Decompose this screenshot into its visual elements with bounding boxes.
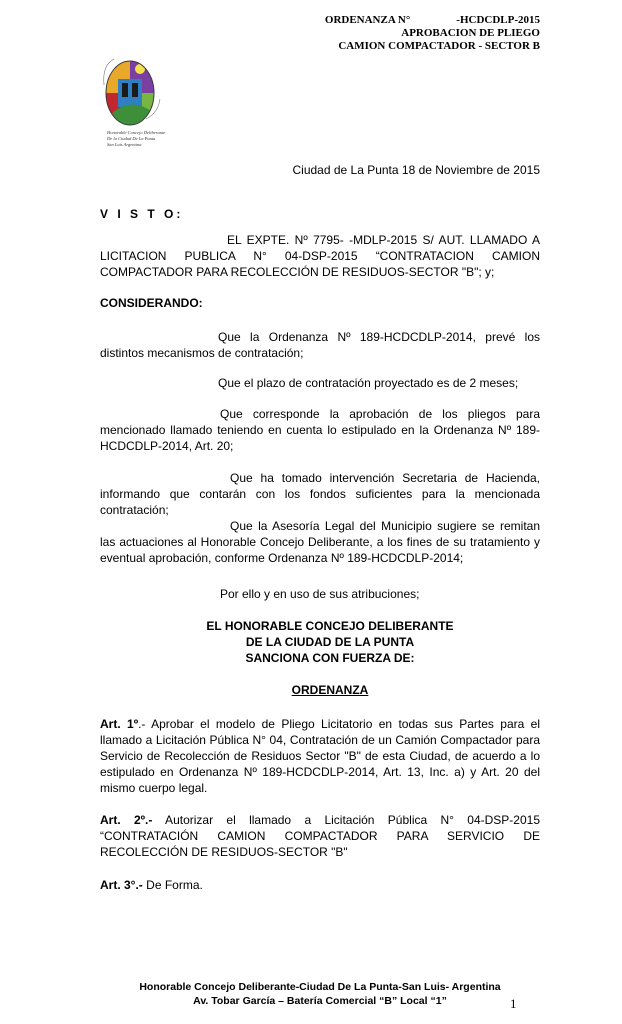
header-subject-line: CAMION COMPACTADOR - SECTOR B bbox=[338, 40, 540, 52]
considerando-paragraph-3: Que corresponde la aprobación de los pliegos para mencionado llamado teniendo en cuenta lo estipulado en la Ordenanza Nº 189-HCDCDLP-2014, Art. 20; bbox=[100, 407, 540, 453]
article-1: Art. 1º.- Aprobar el modelo de Pliego Licitatorio en todas sus Partes para el llamado a Licitación Pública N° 04, Contratación de un Camión Compactador para Servicio de Recolección de Residuos Sector "B" de esta Ciudad, de acuerdo a lo estipulado en Ordenanza Nº 189-HCDCDLP-2014, Art. 13, Inc. a) y Art. 20 del mismo cuerpo legal. bbox=[100, 717, 540, 795]
considerando-paragraph-1: Que la Ordenanza Nº 189-HCDCDLP-2014, prevé los distintos mecanismos de contratación; bbox=[100, 330, 540, 360]
city-council-seal-icon bbox=[100, 55, 164, 129]
article-2: Art. 2º.- Autorizar el llamado a Licitación Pública N° 04-DSP-2015 “CONTRATACIÓN CAMION COMPACTADOR PARA SERVICIO DE RECOLECCIÓN DE RESIDUOS-SECTOR "B" bbox=[100, 813, 540, 859]
header-approval-line: APROBACION DE PLIEGO bbox=[401, 27, 540, 39]
considerando-paragraph-2: Que el plazo de contratación proyectado es de 2 meses; bbox=[218, 376, 519, 390]
footer-address: Av. Tobar García – Batería Comercial “B” Local “1” bbox=[193, 995, 447, 1007]
considerando-paragraph-4: Que ha tomado intervención Secretaria de Hacienda, informando que contarán con los fondos suficientes para la mencionada contratación; bbox=[100, 471, 540, 517]
considerando-paragraph-5: Que la Asesoría Legal del Municipio sugiere se remitan las actuaciones al Honorable Concejo Deliberante, a los fines de su tratamiento y eventual aprobación, conforme Ordenanza Nº 189-HCDCDLP-2014; bbox=[100, 519, 540, 565]
header-ordinance-number: ORDENANZA N° -HCDCDLP-2015 bbox=[324, 14, 540, 26]
article-3: Art. 3°.- De Forma. bbox=[100, 878, 203, 892]
date-line: Ciudad de La Punta 18 de Noviembre de 2015 bbox=[292, 163, 540, 177]
considerando-heading: CONSIDERANDO: bbox=[100, 296, 203, 310]
ordenanza-title: ORDENANZA bbox=[291, 683, 369, 697]
document-header bbox=[300, 14, 540, 53]
document-footer bbox=[100, 980, 540, 1008]
page-number: 1 bbox=[510, 996, 517, 1011]
visto-heading: V I S T O: bbox=[100, 207, 184, 221]
seal-caption: Honorable Concejo Deliberante De la Ciudad De La Punta San Luis Argentina bbox=[107, 130, 166, 147]
considerando-paragraph-6: Por ello y en uso de sus atribuciones; bbox=[220, 587, 420, 601]
visto-paragraph: EL EXPTE. Nº 7795- -MDLP-2015 S/ AUT. LLAMADO A LICITACION PUBLICA N° 04-DSP-2015 “CONTRATACION CAMION COMPACTADOR PARA RECOLECCIÓN DE RESIDUOS-SECTOR "B"; y; bbox=[100, 233, 540, 279]
footer-institution: Honorable Concejo Deliberante-Ciudad De La Punta-San Luis- Argentina bbox=[139, 981, 501, 993]
sanciona-block: EL HONORABLE CONCEJO DELIBERANTE DE LA CIUDAD DE LA PUNTA SANCIONA CON FUERZA DE: bbox=[206, 619, 454, 665]
